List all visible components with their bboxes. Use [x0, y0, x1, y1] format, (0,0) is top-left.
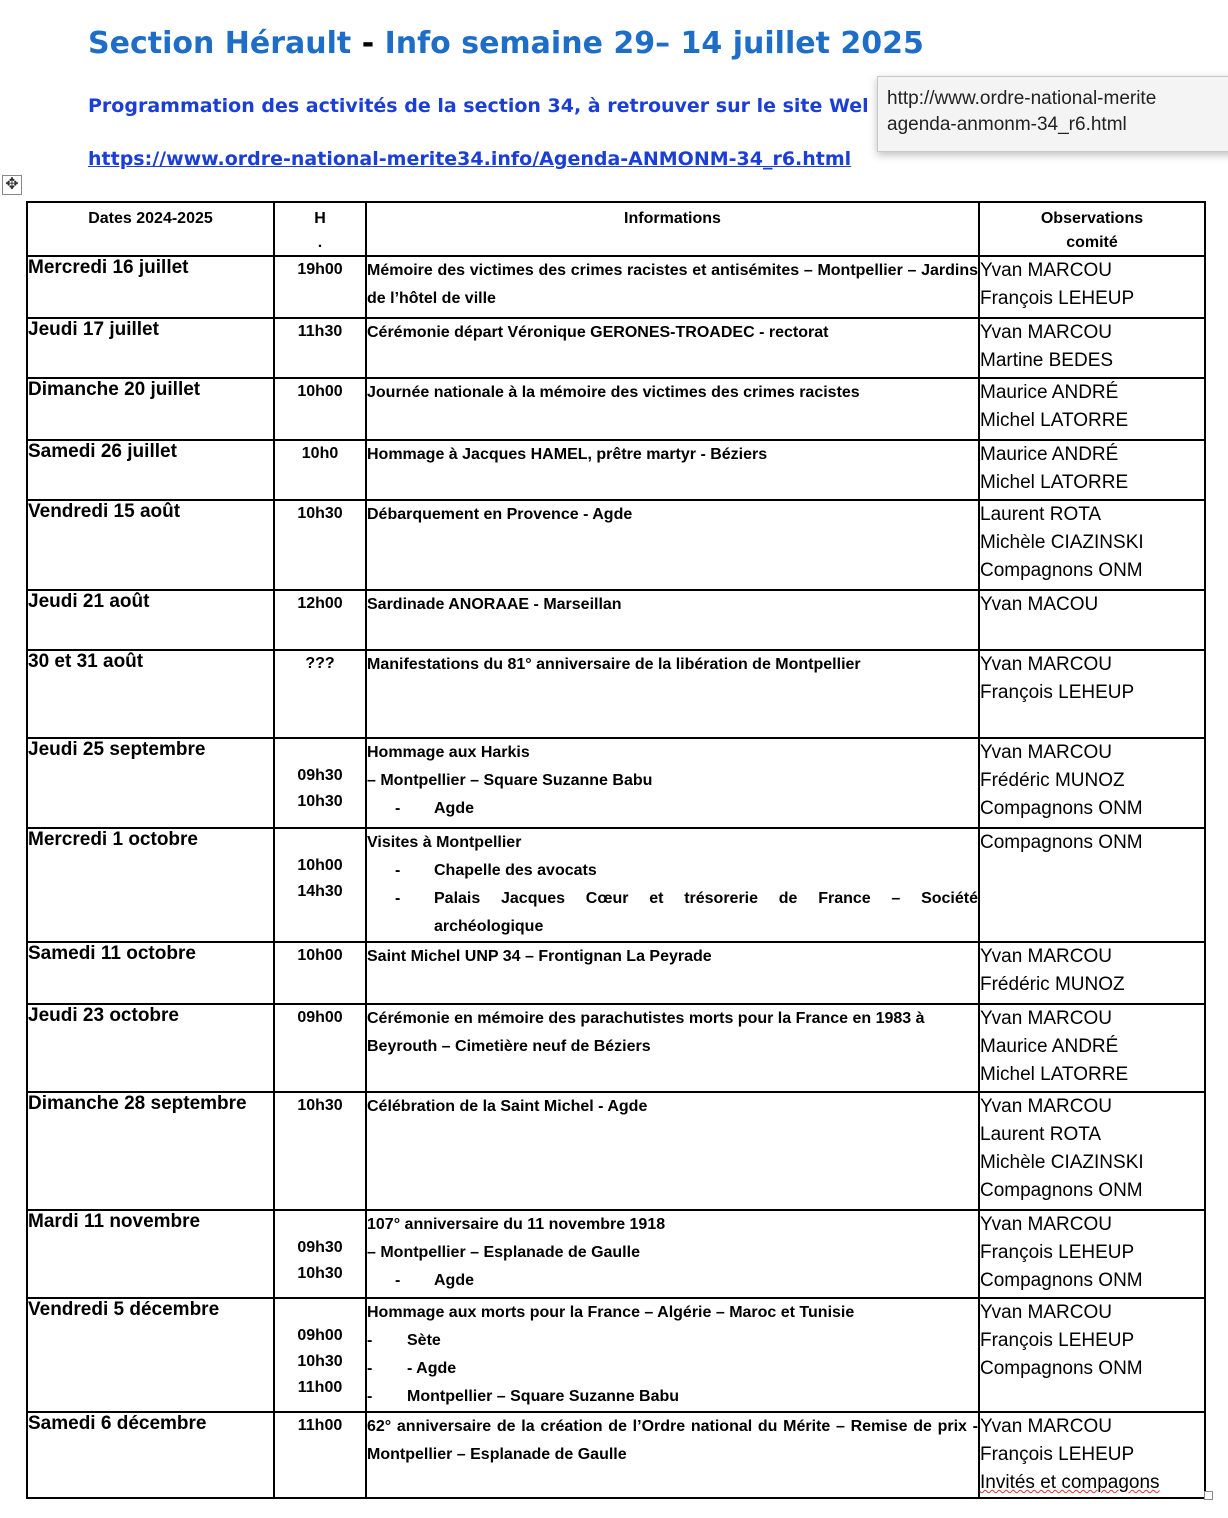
observer-name: Compagnons ONM: [980, 560, 1143, 581]
observer-name: Michel LATORRE: [980, 472, 1129, 493]
title-separator: -: [351, 26, 385, 61]
row-info: [366, 256, 979, 318]
time-value: 09h00: [297, 1009, 343, 1026]
row-time: [274, 1092, 366, 1210]
bullet-dash-icon: -: [367, 1360, 373, 1377]
bullet-text: - Agde: [407, 1360, 457, 1377]
row-date: Samedi 26 juillet: [27, 440, 274, 500]
observer-name: Laurent ROTA: [980, 1124, 1102, 1145]
bullet-text: Sète: [407, 1332, 441, 1349]
time-value: 19h00: [297, 261, 343, 278]
row-observations: [979, 440, 1205, 500]
row-info: [366, 1298, 979, 1412]
row-observations: [979, 590, 1205, 650]
observer-name: Compagnons ONM: [980, 1358, 1143, 1379]
info-text: Sardinade ANORAAE - Marseillan: [367, 596, 622, 613]
observer-name: Maurice ANDRÉ: [980, 444, 1119, 465]
time-value: 10h30: [297, 1097, 343, 1114]
row-observations: [979, 828, 1205, 942]
row-date: Dimanche 28 septembre: [27, 1092, 274, 1210]
observer-name: Michèle CIAZINSKI: [980, 532, 1144, 553]
row-observations: [979, 1092, 1205, 1210]
info-text: 62° anniversaire de la création de l’Ordre national du Mérite – Remise de prix - Montpellier – Esplanade de Gaulle: [367, 1418, 978, 1463]
bullet-dash-icon: -: [395, 890, 401, 907]
row-time: [274, 440, 366, 500]
info-text: Célébration de la Saint Michel - Agde: [367, 1098, 648, 1115]
header-obs-line-2: comité: [1066, 234, 1118, 251]
info-bullet: [367, 1355, 978, 1383]
bullet-text: Palais Jacques Cœur et trésorerie de France – Société archéologique: [434, 890, 978, 935]
table-row: [27, 500, 1205, 590]
info-bullet: [367, 885, 978, 941]
bullet-dash-icon: -: [395, 1272, 401, 1289]
info-bullet: [367, 795, 978, 823]
time-value: 09h00: [297, 1327, 343, 1344]
observer-name: Yvan MARCOU: [980, 654, 1112, 675]
observer-name: Yvan MACOU: [980, 594, 1099, 615]
bullet-dash-icon: -: [367, 1388, 373, 1405]
time-value: 11h00: [297, 1417, 343, 1434]
row-date: Vendredi 5 décembre: [27, 1298, 274, 1412]
row-observations: [979, 500, 1205, 590]
table-row: [27, 318, 1205, 378]
observer-name: Michel LATORRE: [980, 1064, 1129, 1085]
observer-name: François LEHEUP: [980, 288, 1135, 309]
table-row: [27, 738, 1205, 828]
time-value: 10h00: [297, 383, 343, 400]
row-time: [274, 828, 366, 942]
info-heading: Hommage aux Harkis: [367, 744, 530, 761]
bullet-dash-icon: -: [395, 862, 401, 879]
time-value: ???: [305, 655, 335, 672]
row-observations: [979, 318, 1205, 378]
time-value: 12h00: [297, 595, 343, 612]
info-bullet: [367, 1327, 978, 1355]
row-info: [366, 590, 979, 650]
row-info: [366, 650, 979, 738]
table-row: [27, 590, 1205, 650]
observer-name: Maurice ANDRÉ: [980, 382, 1119, 403]
observer-name: Yvan MARCOU: [980, 742, 1112, 763]
row-date: Vendredi 15 août: [27, 500, 274, 590]
row-info: [366, 440, 979, 500]
row-info: [366, 378, 979, 440]
table-row: [27, 378, 1205, 440]
row-date: 30 et 31 août: [27, 650, 274, 738]
time-value: 10h30: [297, 793, 343, 810]
time-value: 10h0: [301, 445, 339, 462]
info-text: Débarquement en Provence - Agde: [367, 506, 633, 523]
title-week: Info semaine 29– 14 juillet 2025: [384, 26, 924, 61]
observer-name: Yvan MARCOU: [980, 1416, 1112, 1437]
row-info: [366, 942, 979, 1004]
time-value: 10h00: [297, 857, 343, 874]
observer-name: François LEHEUP: [980, 1444, 1135, 1465]
info-bullet: [367, 1383, 978, 1411]
observer-name: François LEHEUP: [980, 682, 1135, 703]
observer-name: Frédéric MUNOZ: [980, 770, 1125, 791]
row-date: Jeudi 23 octobre: [27, 1004, 274, 1092]
observer-name: Compagnons ONM: [980, 1180, 1143, 1201]
info-text: Journée nationale à la mémoire des victimes des crimes racistes: [367, 384, 860, 401]
row-time: [274, 318, 366, 378]
row-date: Jeudi 21 août: [27, 590, 274, 650]
row-info: [366, 828, 979, 942]
row-observations: [979, 1298, 1205, 1412]
row-info: [366, 318, 979, 378]
time-value: 09h30: [297, 767, 343, 784]
bullet-text: Agde: [434, 800, 474, 817]
observer-name: Martine BEDES: [980, 350, 1114, 371]
row-time: [274, 1298, 366, 1412]
row-time: [274, 1412, 366, 1498]
table-row: [27, 1210, 1205, 1298]
observer-name: Yvan MARCOU: [980, 1302, 1112, 1323]
table-row: [27, 1298, 1205, 1412]
table-row: [27, 256, 1205, 318]
row-date: Jeudi 25 septembre: [27, 738, 274, 828]
observer-name: Frédéric MUNOZ: [980, 974, 1125, 995]
header-hour: [274, 202, 366, 256]
row-time: [274, 500, 366, 590]
bullet-text: Montpellier – Square Suzanne Babu: [407, 1388, 680, 1405]
info-subline: – Montpellier – Esplanade de Gaulle: [367, 1244, 640, 1261]
observer-name: Michèle CIAZINSKI: [980, 1152, 1144, 1173]
row-observations: [979, 378, 1205, 440]
header-hour-line-1: H: [314, 210, 326, 227]
observer-name: Maurice ANDRÉ: [980, 1036, 1119, 1057]
agenda-link[interactable]: https://www.ordre-national-merite34.info/Agenda-ANMONM-34_r6.html: [88, 148, 852, 170]
bullet-text: Agde: [434, 1272, 474, 1289]
info-heading: 107° anniversaire du 11 novembre 1918: [367, 1216, 666, 1233]
row-observations: [979, 650, 1205, 738]
info-text: Mémoire des victimes des crimes racistes et antisémites – Montpellier – Jardins de l’hôtel de ville: [367, 262, 978, 307]
page-title: [88, 26, 924, 61]
header-observations: [979, 202, 1205, 256]
observer-name: Compagnons ONM: [980, 798, 1143, 819]
observer-name: Compagnons ONM: [980, 832, 1143, 853]
row-info: [366, 1210, 979, 1298]
info-subline: – Montpellier – Square Suzanne Babu: [367, 772, 653, 789]
table-row: [27, 1412, 1205, 1498]
info-text: Manifestations du 81° anniversaire de la libération de Montpellier: [367, 656, 861, 673]
header-obs-line-1: Observations: [1040, 210, 1144, 227]
row-date: Samedi 6 décembre: [27, 1412, 274, 1498]
row-time: [274, 738, 366, 828]
table-header-row: [27, 202, 1205, 256]
observer-name: François LEHEUP: [980, 1330, 1135, 1351]
row-info: [366, 500, 979, 590]
row-time: [274, 650, 366, 738]
observer-name: Yvan MARCOU: [980, 260, 1112, 281]
row-time: [274, 942, 366, 1004]
row-info: [366, 1004, 979, 1092]
bullet-dash-icon: -: [395, 800, 401, 817]
table-row: [27, 1004, 1205, 1092]
row-date: Mercredi 16 juillet: [27, 256, 274, 318]
row-observations: [979, 256, 1205, 318]
observer-name: Yvan MARCOU: [980, 946, 1112, 967]
row-time: [274, 378, 366, 440]
row-observations: [979, 1004, 1205, 1092]
table-row: [27, 828, 1205, 942]
row-date: Samedi 11 octobre: [27, 942, 274, 1004]
header-info: Informations: [366, 202, 979, 256]
info-text: Cérémonie départ Véronique GERONES-TROADEC - rectorat: [367, 324, 829, 341]
row-observations: [979, 942, 1205, 1004]
table-row: [27, 942, 1205, 1004]
title-section: Section Hérault: [88, 26, 352, 61]
row-date: Mardi 11 novembre: [27, 1210, 274, 1298]
row-date: Jeudi 17 juillet: [27, 318, 274, 378]
info-heading: Hommage aux morts pour la France – Algérie – Maroc et Tunisie: [367, 1304, 855, 1321]
row-observations: [979, 738, 1205, 828]
row-time: [274, 1004, 366, 1092]
bullet-text: Chapelle des avocats: [434, 862, 597, 879]
time-value: 14h30: [297, 883, 343, 900]
row-info: [366, 1092, 979, 1210]
observer-name: Yvan MARCOU: [980, 1008, 1112, 1029]
info-bullet: [367, 857, 978, 885]
info-text: Cérémonie en mémoire des parachutistes morts pour la France en 1983 à Beyrouth – Cimetière neuf de Béziers: [367, 1010, 925, 1055]
observer-name: Laurent ROTA: [980, 504, 1102, 525]
info-text: Hommage à Jacques HAMEL, prêtre martyr - Béziers: [367, 446, 768, 463]
observer-name: Yvan MARCOU: [980, 1096, 1112, 1117]
time-value: 11h00: [297, 1379, 343, 1396]
row-info: [366, 1412, 979, 1498]
row-date: Dimanche 20 juillet: [27, 378, 274, 440]
observer-name: Michel LATORRE: [980, 410, 1129, 431]
time-value: 10h30: [297, 1353, 343, 1370]
table-row: [27, 650, 1205, 738]
agenda-table: [26, 201, 1206, 1499]
row-date: Mercredi 1 octobre: [27, 828, 274, 942]
observer-name: François LEHEUP: [980, 1242, 1135, 1263]
header-hour-line-2: .: [317, 234, 323, 251]
tooltip-line-2: agenda-anmonm-34_r6.html: [887, 114, 1127, 135]
row-info: [366, 738, 979, 828]
observer-name: Yvan MARCOU: [980, 322, 1112, 343]
table-row: [27, 440, 1205, 500]
time-value: 10h00: [297, 947, 343, 964]
table-row: [27, 1092, 1205, 1210]
table-resize-handle-icon[interactable]: [1204, 1491, 1213, 1500]
row-observations: [979, 1210, 1205, 1298]
row-time: [274, 1210, 366, 1298]
time-value: 09h30: [297, 1239, 343, 1256]
row-observations: [979, 1412, 1205, 1498]
link-tooltip: [877, 76, 1228, 152]
time-value: 11h30: [297, 323, 343, 340]
header-dates: Dates 2024-2025: [27, 202, 274, 256]
info-bullet: [367, 1267, 978, 1295]
row-time: [274, 590, 366, 650]
time-value: 10h30: [297, 505, 343, 522]
subtitle: Programmation des activités de la section 34, à retrouver sur le site Wel: [88, 95, 869, 117]
table-move-handle-icon[interactable]: ✥: [2, 175, 22, 195]
tooltip-line-1: http://www.ordre-national-merite: [887, 88, 1157, 109]
info-text: Saint Michel UNP 34 – Frontignan La Peyrade: [367, 948, 712, 965]
observer-name: Compagnons ONM: [980, 1270, 1143, 1291]
time-value: 10h30: [297, 1265, 343, 1282]
observer-name: Invités et compagons: [980, 1472, 1160, 1493]
info-heading: Visites à Montpellier: [367, 834, 522, 851]
row-time: [274, 256, 366, 318]
bullet-dash-icon: -: [367, 1332, 373, 1349]
observer-name: Yvan MARCOU: [980, 1214, 1112, 1235]
